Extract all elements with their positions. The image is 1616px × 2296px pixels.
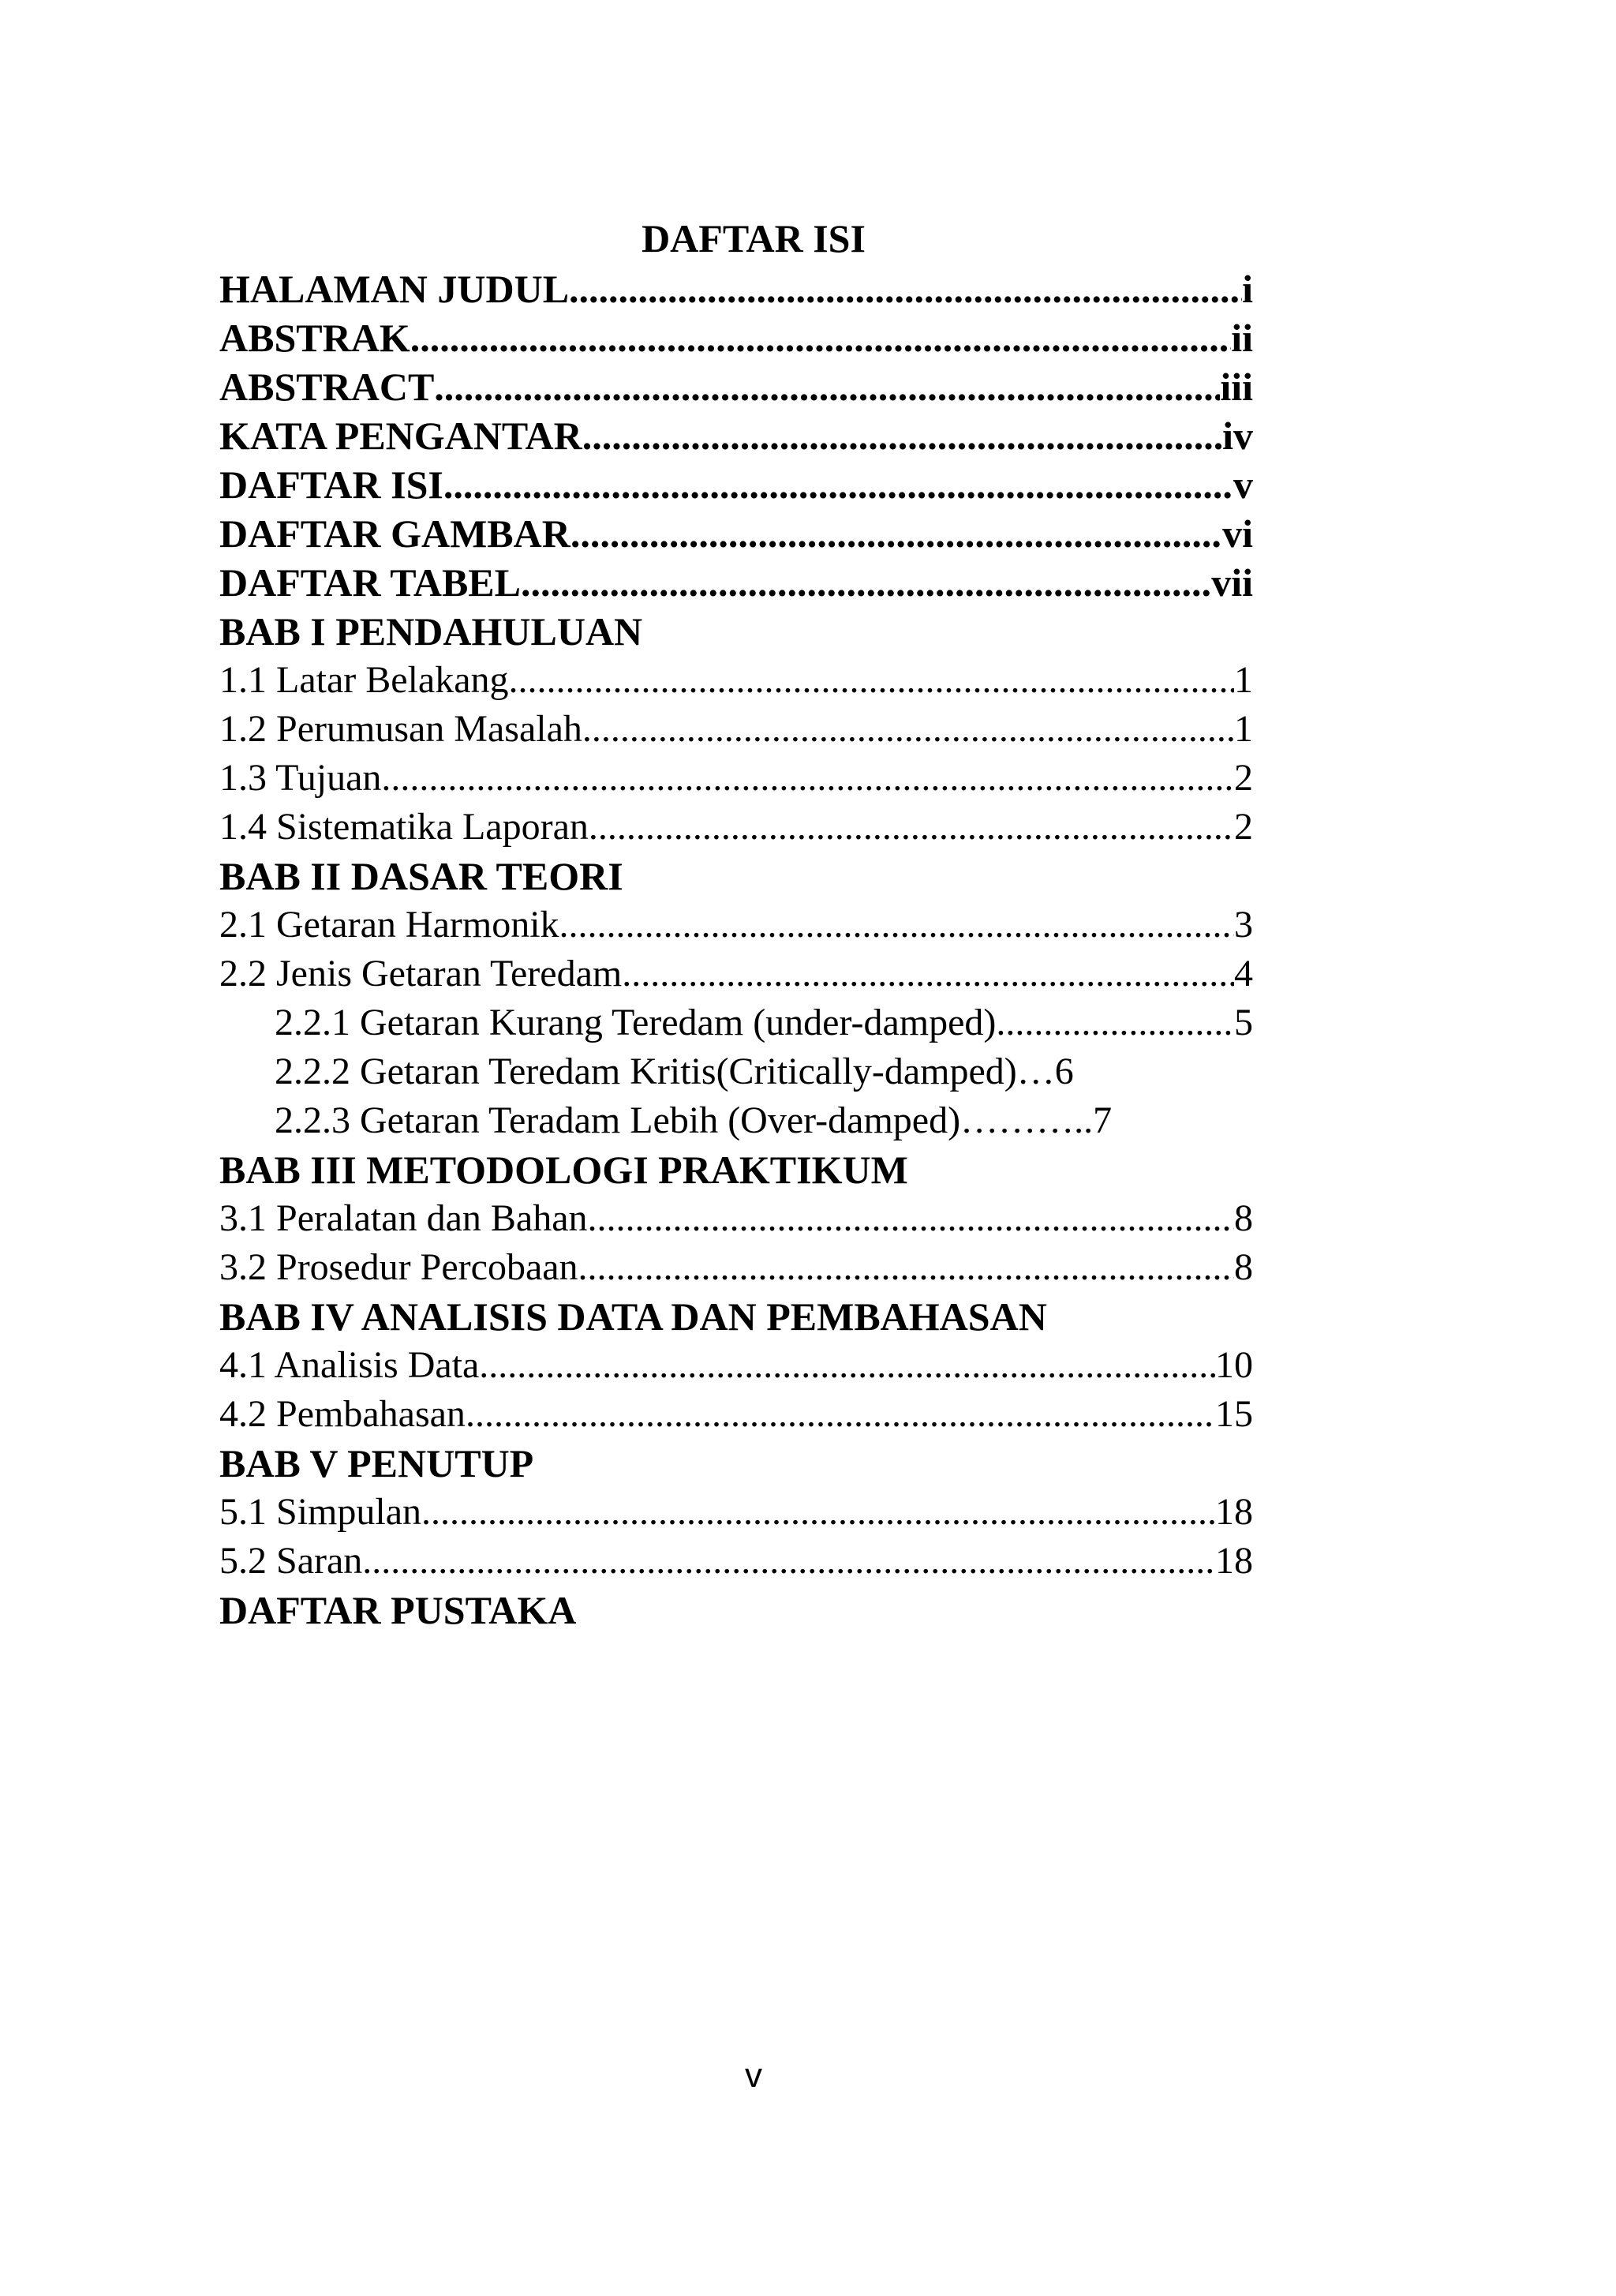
toc-entry (219, 1341, 1253, 1390)
toc-entry (219, 1047, 1253, 1096)
toc-entry (219, 803, 1253, 852)
toc-leader-dots (578, 1243, 1234, 1292)
toc-entry-page: 18 (1215, 1540, 1253, 1582)
toc-entry (219, 1194, 1253, 1243)
toc-entry-page: ii (1231, 316, 1253, 360)
toc-entry (219, 1488, 1253, 1537)
toc-heading (219, 509, 1253, 558)
toc-entry-label: 5.1 Simpulan (219, 1491, 422, 1533)
toc-entry-label: 3.2 Prosedur Percobaan (219, 1246, 578, 1288)
page-title: DAFTAR ISI (642, 216, 866, 260)
toc-leader-dots (421, 1488, 1215, 1537)
toc-entry-page: 1 (1234, 659, 1253, 701)
toc-entry-label: DAFTAR PUSTAKA (219, 1588, 577, 1632)
toc-leader-dots (381, 754, 1234, 803)
toc-leader-dots (466, 1390, 1215, 1439)
toc-heading (219, 1145, 1253, 1194)
toc-heading (219, 460, 1253, 509)
toc-leader-dots (362, 1537, 1215, 1586)
toc-entry (219, 949, 1253, 998)
toc-entry (219, 1096, 1253, 1145)
toc-entry-label: BAB IV ANALISIS DATA DAN PEMBAHASAN (219, 1294, 1047, 1339)
toc-entry-label: DAFTAR ISI (219, 463, 443, 507)
toc-heading (219, 313, 1253, 362)
toc-entry-page: 4 (1234, 953, 1253, 994)
toc-entry-label: HALAMAN JUDUL (219, 267, 570, 311)
toc-leader-dots (582, 411, 1222, 460)
toc-entry-page: 8 (1234, 1197, 1253, 1239)
toc-entry-label: 2.2.1 Getaran Kurang Teredam (under-damped) (275, 1002, 997, 1043)
toc-entry-page: 2 (1234, 806, 1253, 848)
toc-entry-label: KATA PENGANTAR (219, 414, 582, 458)
toc-entry-label: 2.2.3 Getaran Teradam Lebih (Over-damped)………..7 (275, 1099, 1113, 1141)
toc-entry (219, 998, 1253, 1047)
toc-entry-page: 8 (1234, 1246, 1253, 1288)
table-of-contents (219, 264, 1253, 1635)
toc-entry-label: ABSTRAK (219, 316, 410, 360)
toc-heading (219, 1439, 1253, 1488)
toc-leader-dots (569, 264, 1242, 313)
toc-leader-dots (582, 705, 1234, 754)
toc-entry-label: DAFTAR TABEL (219, 560, 522, 605)
toc-entry (219, 705, 1253, 754)
toc-entry-page: vi (1222, 511, 1253, 556)
toc-leader-dots (622, 949, 1234, 998)
toc-heading (219, 1292, 1253, 1341)
toc-leader-dots (588, 1194, 1235, 1243)
toc-entry-label: BAB III METODOLOGI PRAKTIKUM (219, 1148, 908, 1192)
toc-entry-label: 4.2 Pembahasan (219, 1393, 466, 1435)
toc-entry-page: iii (1220, 365, 1253, 409)
toc-leader-dots (996, 998, 1234, 1047)
toc-heading (219, 607, 1253, 656)
toc-heading (219, 264, 1253, 313)
page-number: v (745, 2056, 762, 2095)
toc-heading (219, 411, 1253, 460)
toc-entry-label: 2.2.2 Getaran Teredam Kritis(Critically-damped)…6 (275, 1051, 1074, 1092)
toc-leader-dots (521, 558, 1211, 607)
toc-entry (219, 754, 1253, 803)
toc-entry-label: 1.4 Sistematika Laporan (219, 806, 589, 848)
toc-heading (219, 558, 1253, 607)
toc-entry-page: v (1233, 463, 1253, 507)
toc-leader-dots (589, 803, 1234, 852)
toc-leader-dots (443, 460, 1233, 509)
toc-leader-dots (559, 901, 1234, 949)
toc-entry-label: BAB II DASAR TEORI (219, 854, 623, 898)
toc-entry-label: BAB V PENUTUP (219, 1441, 534, 1485)
toc-entry-label: ABSTRACT (219, 365, 435, 409)
toc-heading (219, 362, 1253, 411)
toc-entry-page: vii (1211, 560, 1253, 605)
toc-entry-label: 2.1 Getaran Harmonik (219, 904, 559, 946)
toc-entry (219, 656, 1253, 705)
toc-entry-label: 4.1 Analisis Data (219, 1344, 480, 1386)
toc-leader-dots (479, 1341, 1215, 1390)
toc-heading (219, 1586, 1253, 1635)
toc-entry (219, 1537, 1253, 1586)
toc-entry-page: 1 (1234, 708, 1253, 750)
toc-entry-label: 1.2 Perumusan Masalah (219, 708, 582, 750)
toc-leader-dots (410, 313, 1231, 362)
toc-entry-page: 2 (1234, 757, 1253, 799)
toc-entry (219, 1243, 1253, 1292)
toc-entry-page: iv (1222, 414, 1253, 458)
toc-entry-label: 1.3 Tujuan (219, 757, 382, 799)
toc-entry-label: BAB I PENDAHULUAN (219, 609, 643, 654)
toc-entry (219, 901, 1253, 949)
toc-leader-dots (434, 362, 1220, 411)
toc-entry-page: i (1242, 267, 1253, 311)
toc-heading (219, 852, 1253, 901)
toc-entry-page: 5 (1234, 1002, 1253, 1043)
toc-entry (219, 1390, 1253, 1439)
toc-entry-label: DAFTAR GAMBAR (219, 511, 570, 556)
toc-entry-label: 1.1 Latar Belakang (219, 659, 509, 701)
toc-leader-dots (570, 509, 1222, 558)
toc-entry-label: 2.2 Jenis Getaran Teredam (219, 953, 623, 994)
toc-entry-label: 5.2 Saran (219, 1540, 363, 1582)
toc-entry-page: 10 (1215, 1344, 1253, 1386)
toc-entry-page: 3 (1234, 904, 1253, 946)
toc-leader-dots (509, 656, 1234, 705)
toc-entry-label: 3.1 Peralatan dan Bahan (219, 1197, 588, 1239)
toc-entry-page: 15 (1215, 1393, 1253, 1435)
toc-entry-page: 18 (1215, 1491, 1253, 1533)
